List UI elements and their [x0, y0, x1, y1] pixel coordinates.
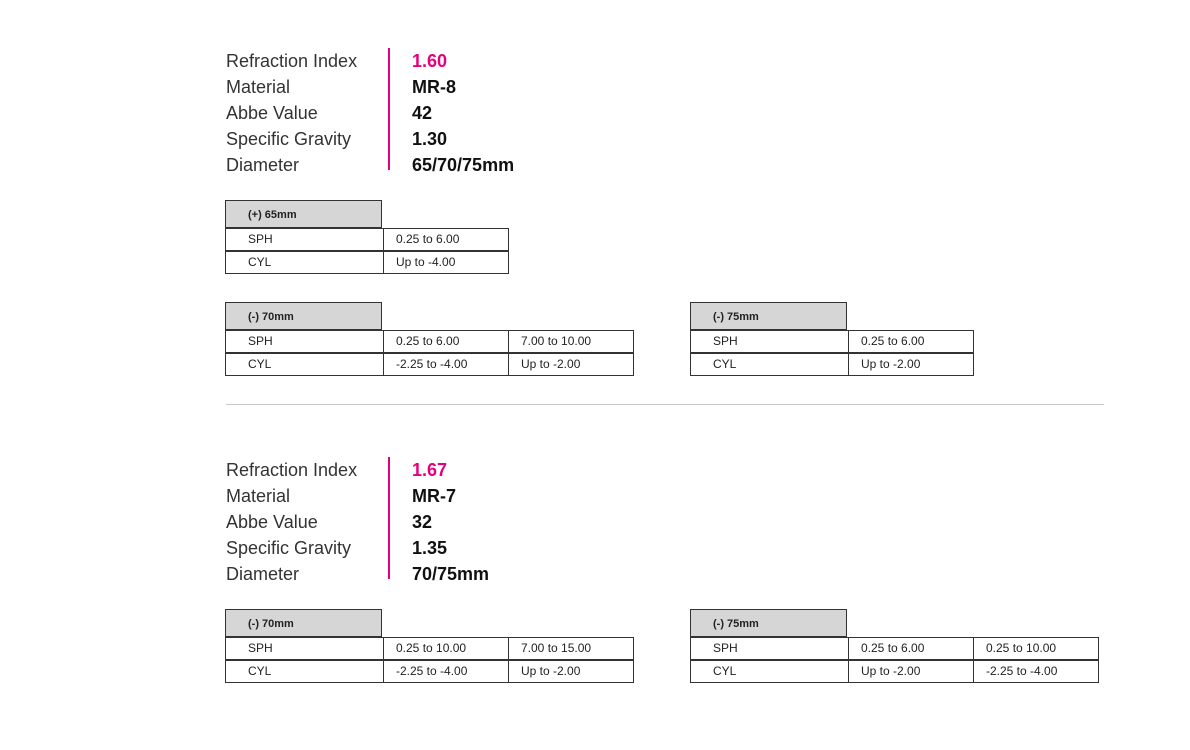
specific-gravity-value: 1.35 — [412, 538, 448, 558]
refraction-index-value: 1.60 — [412, 51, 448, 71]
row-label: CYL — [690, 353, 849, 376]
row-label: CYL — [225, 251, 384, 274]
table-header: (-) 75mm — [690, 302, 847, 330]
table-header: (+) 65mm — [225, 200, 382, 228]
specific-gravity-label: Specific Gravity — [226, 129, 352, 149]
table-header: (-) 70mm — [225, 609, 382, 637]
table-cell: 7.00 to 10.00 — [508, 330, 634, 353]
spec-values — [412, 48, 514, 178]
diameter-label: Diameter — [226, 155, 300, 175]
refraction-index-label: Refraction Index — [226, 51, 358, 71]
row-label: SPH — [225, 330, 384, 353]
table-cell: 0.25 to 10.00 — [383, 637, 509, 660]
table-cell: 0.25 to 6.00 — [848, 637, 974, 660]
accent-divider — [388, 48, 390, 170]
spec-values — [412, 457, 489, 587]
abbe-value-label: Abbe Value — [226, 512, 318, 532]
material-label: Material — [226, 486, 291, 506]
row-label: SPH — [225, 637, 384, 660]
row-label: CYL — [690, 660, 849, 683]
row-label: SPH — [690, 330, 849, 353]
material-label: Material — [226, 77, 291, 97]
table-cell: 0.25 to 6.00 — [383, 330, 509, 353]
table-cell: -2.25 to -4.00 — [973, 660, 1099, 683]
abbe-value-label: Abbe Value — [226, 103, 318, 123]
material-value: MR-8 — [412, 77, 456, 97]
refraction-index-label: Refraction Index — [226, 460, 358, 480]
diameter-label: Diameter — [226, 564, 300, 584]
table-cell: -2.25 to -4.00 — [383, 353, 509, 376]
table-cell: Up to -2.00 — [848, 660, 974, 683]
specific-gravity-label: Specific Gravity — [226, 538, 352, 558]
table-cell: 7.00 to 15.00 — [508, 637, 634, 660]
table-cell: -2.25 to -4.00 — [383, 660, 509, 683]
table-header: (-) 75mm — [690, 609, 847, 637]
refraction-index-value: 1.67 — [412, 460, 448, 480]
spec-labels — [226, 48, 388, 178]
section-divider — [226, 404, 1104, 405]
row-label: SPH — [225, 228, 384, 251]
table-cell: Up to -2.00 — [848, 353, 974, 376]
row-label: CYL — [225, 660, 384, 683]
row-label: CYL — [225, 353, 384, 376]
table-cell: Up to -4.00 — [383, 251, 509, 274]
diameter-value: 70/75mm — [412, 564, 490, 584]
table-cell: 0.25 to 6.00 — [848, 330, 974, 353]
table-cell: 0.25 to 6.00 — [383, 228, 509, 251]
specific-gravity-value: 1.30 — [412, 129, 448, 149]
abbe-value: 32 — [412, 512, 433, 532]
accent-divider — [388, 457, 390, 579]
table-cell: 0.25 to 10.00 — [973, 637, 1099, 660]
material-value: MR-7 — [412, 486, 456, 506]
diameter-value: 65/70/75mm — [412, 155, 515, 175]
spec-labels — [226, 457, 388, 587]
table-cell: Up to -2.00 — [508, 353, 634, 376]
table-header: (-) 70mm — [225, 302, 382, 330]
abbe-value: 42 — [412, 103, 433, 123]
row-label: SPH — [690, 637, 849, 660]
table-cell: Up to -2.00 — [508, 660, 634, 683]
